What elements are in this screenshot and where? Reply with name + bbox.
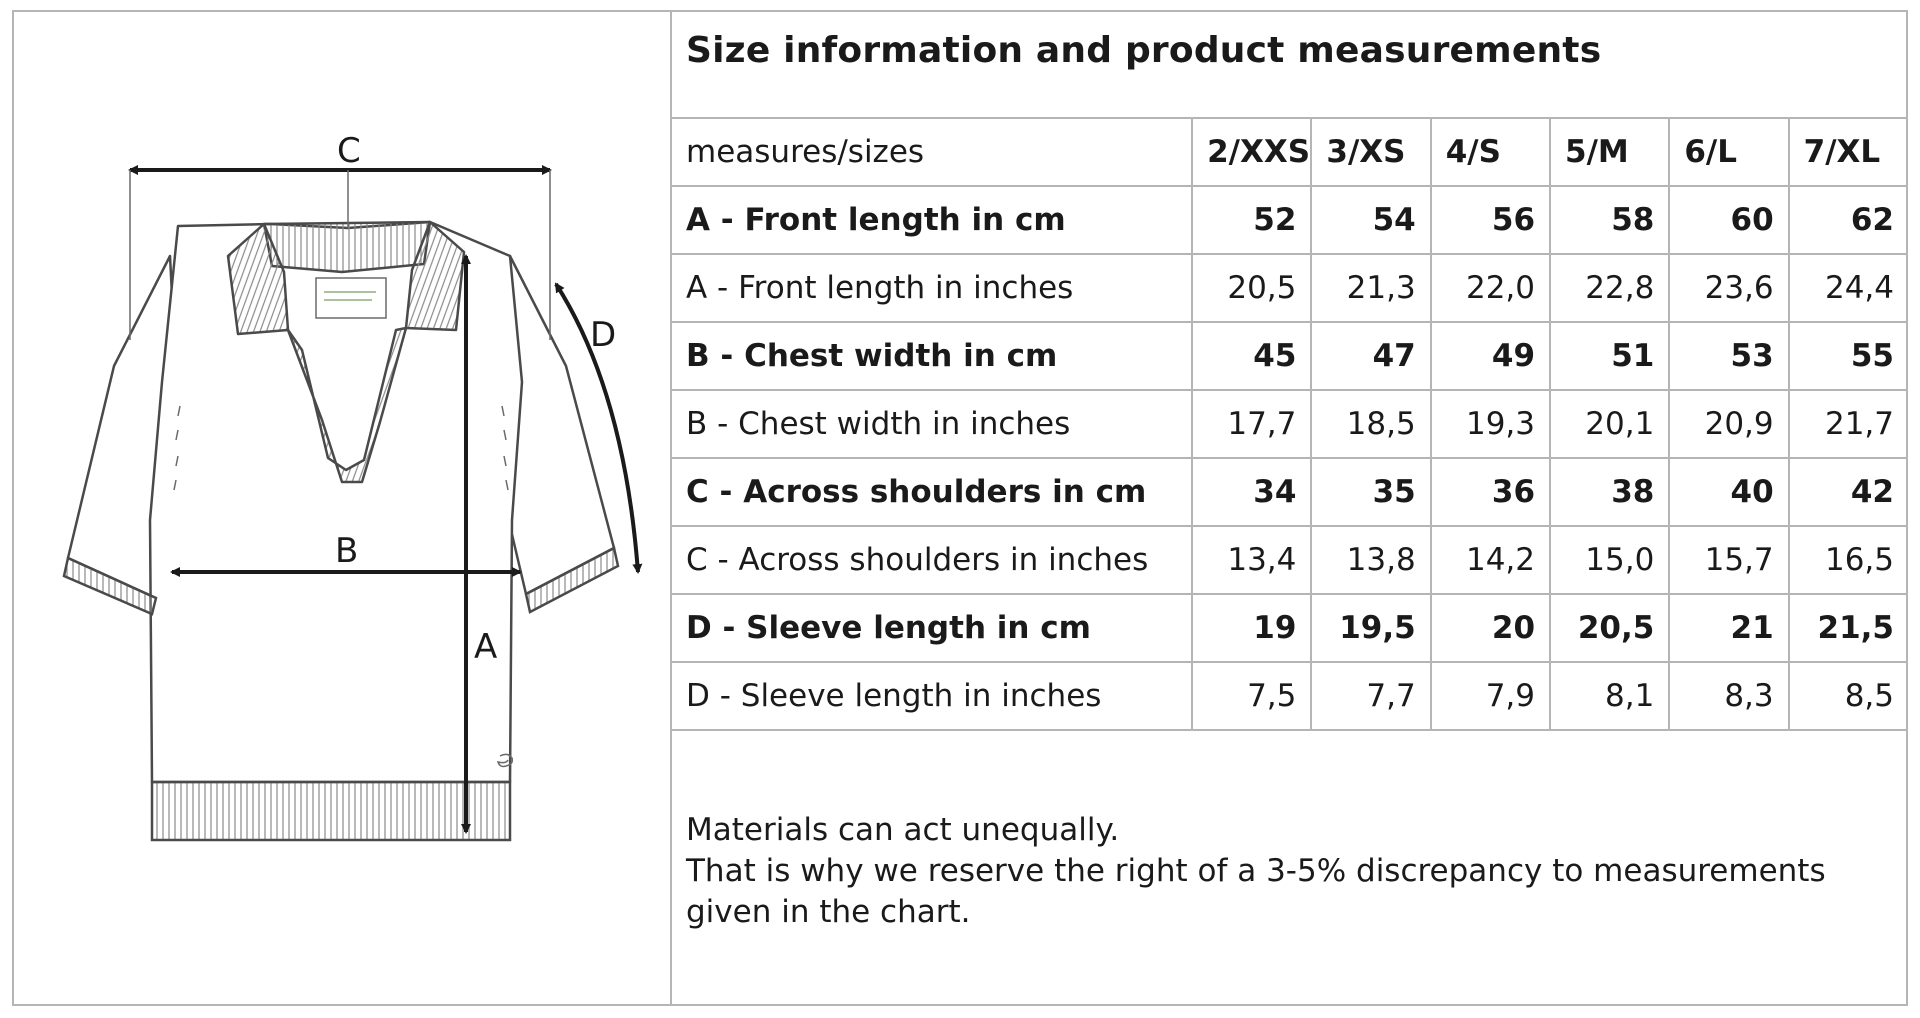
note-line: Materials can act unequally. xyxy=(686,812,1120,848)
measure-label: D - Sleeve length in cm xyxy=(672,594,1192,662)
measure-value: 20,5 xyxy=(1550,594,1669,662)
measure-value: 8,5 xyxy=(1789,662,1908,730)
measure-value: 19,3 xyxy=(1431,390,1550,458)
measure-label: B - Chest width in cm xyxy=(672,322,1192,390)
note-line: given in the chart. xyxy=(686,894,971,930)
measure-value: 23,6 xyxy=(1669,254,1788,322)
measure-value: 15,0 xyxy=(1550,526,1669,594)
measure-value: 34 xyxy=(1192,458,1311,526)
garment-diagram-panel xyxy=(12,10,670,1006)
dimension-b-label: B xyxy=(335,531,359,571)
measure-value: 17,7 xyxy=(1192,390,1311,458)
size-table xyxy=(672,117,1908,731)
note-line: That is why we reserve the right of a 3-5% discrepancy to measurements xyxy=(686,853,1826,889)
measure-value: 47 xyxy=(1311,322,1430,390)
measure-value: 20,1 xyxy=(1550,390,1669,458)
table-row xyxy=(672,186,1908,254)
measure-value: 7,9 xyxy=(1431,662,1550,730)
measure-value: 20,5 xyxy=(1192,254,1311,322)
size-header: 5/M xyxy=(1550,118,1669,186)
size-header: 2/XXS xyxy=(1192,118,1311,186)
measure-value: 19 xyxy=(1192,594,1311,662)
measure-value: 21 xyxy=(1669,594,1788,662)
measure-value: 13,4 xyxy=(1192,526,1311,594)
measure-value: 7,5 xyxy=(1192,662,1311,730)
measure-value: 60 xyxy=(1669,186,1788,254)
measure-value: 51 xyxy=(1550,322,1669,390)
size-header: 3/XS xyxy=(1311,118,1430,186)
measure-label: A - Front length in inches xyxy=(672,254,1192,322)
dimension-a-label: A xyxy=(474,627,498,667)
measure-value: 22,0 xyxy=(1431,254,1550,322)
measure-value: 13,8 xyxy=(1311,526,1430,594)
measure-value: 21,3 xyxy=(1311,254,1430,322)
measure-value: 20,9 xyxy=(1669,390,1788,458)
table-header-row xyxy=(672,118,1908,186)
measure-value: 16,5 xyxy=(1789,526,1908,594)
measure-value: 42 xyxy=(1789,458,1908,526)
measure-value: 53 xyxy=(1669,322,1788,390)
table-row xyxy=(672,322,1908,390)
measure-value: 49 xyxy=(1431,322,1550,390)
page-title: Size information and product measurements xyxy=(686,30,1602,71)
measure-value: 24,4 xyxy=(1789,254,1908,322)
measure-value: 15,7 xyxy=(1669,526,1788,594)
size-header: 4/S xyxy=(1431,118,1550,186)
dimension-c-label: C xyxy=(337,131,361,171)
size-header: 6/L xyxy=(1669,118,1788,186)
measure-value: 45 xyxy=(1192,322,1311,390)
measure-value: 21,5 xyxy=(1789,594,1908,662)
measure-label: D - Sleeve length in inches xyxy=(672,662,1192,730)
table-row xyxy=(672,254,1908,322)
measure-value: 56 xyxy=(1431,186,1550,254)
garment-diagram xyxy=(12,10,670,1006)
measure-label: C - Across shoulders in inches xyxy=(672,526,1192,594)
measure-label: B - Chest width in inches xyxy=(672,390,1192,458)
measure-value: 19,5 xyxy=(1311,594,1430,662)
table-row xyxy=(672,390,1908,458)
measure-value: 7,7 xyxy=(1311,662,1430,730)
measure-value: 36 xyxy=(1431,458,1550,526)
table-row xyxy=(672,594,1908,662)
measure-label: C - Across shoulders in cm xyxy=(672,458,1192,526)
dimension-d-label: D xyxy=(590,315,617,355)
measure-value: 35 xyxy=(1311,458,1430,526)
table-row xyxy=(672,458,1908,526)
measure-value: 21,7 xyxy=(1789,390,1908,458)
measure-value: 54 xyxy=(1311,186,1430,254)
measure-label: A - Front length in cm xyxy=(672,186,1192,254)
measure-value: 62 xyxy=(1789,186,1908,254)
table-row xyxy=(672,662,1908,730)
measure-value: 8,3 xyxy=(1669,662,1788,730)
measure-value: 55 xyxy=(1789,322,1908,390)
measure-value: 58 xyxy=(1550,186,1669,254)
measure-value: 52 xyxy=(1192,186,1311,254)
neck-label xyxy=(316,278,386,318)
measure-value: 40 xyxy=(1669,458,1788,526)
size-info-panel xyxy=(672,10,1908,1006)
measure-value: 22,8 xyxy=(1550,254,1669,322)
table-row xyxy=(672,526,1908,594)
size-header: 7/XL xyxy=(1789,118,1908,186)
hem-rib xyxy=(152,782,510,840)
measure-value: 14,2 xyxy=(1431,526,1550,594)
measure-value: 18,5 xyxy=(1311,390,1430,458)
disclaimer-note xyxy=(686,810,1826,933)
measure-value: 38 xyxy=(1550,458,1669,526)
measure-value: 8,1 xyxy=(1550,662,1669,730)
header-measures-sizes: measures/sizes xyxy=(672,118,1192,186)
measure-value: 20 xyxy=(1431,594,1550,662)
